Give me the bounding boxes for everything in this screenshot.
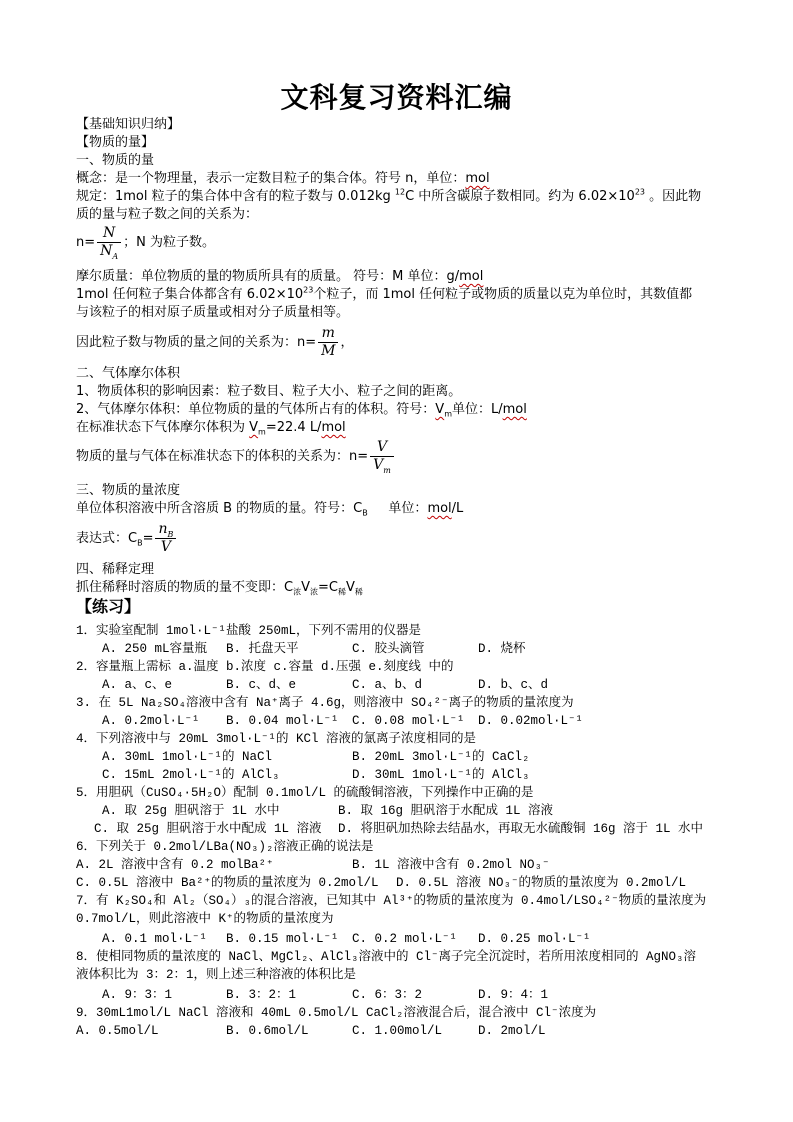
item2-unit: mol [502,402,527,417]
option-a: A. 250 mL容量瓶 [102,642,208,656]
statement-text-a: 1mol 任何粒子集合体都含有 6.02×10 [76,287,304,302]
concept-text: 概念：是一个物理量，表示一定数目粒子的集合体。符号 n，单位： [76,171,466,186]
option-c: C. 胶头滴管 [352,642,425,656]
fraction-numerator: m [318,325,338,343]
formula-v-over-vm [76,439,396,474]
molar-mass-unit: mol [459,269,484,284]
rule-text-b: C 中所含碳原子数相同。约为 6.02×10 [405,189,635,204]
definition-text-a: 单位体积溶液中所含溶质 B 的物质的量。符号：C [76,501,363,516]
denominator-subscript: A [112,251,119,261]
dilution-text: 抓住稀释时溶质的物质的量不变即：C [76,580,294,595]
definition-unit: mol [427,501,452,516]
option-a: A. 30mL 1mol·L⁻¹的 NaCl [102,750,273,764]
denominator-subscript: m [383,465,391,475]
option-a: A. 0.5mol/L [76,1024,159,1038]
fraction-n-na [97,225,121,260]
dilution-v-2: V [345,580,355,595]
option-a: A. 9：3：1 [102,988,173,1002]
dilution-sub-4: 稀 [354,587,363,597]
molar-mass-text: 摩尔质量：单位物质的量的物质所具有的质量。 符号：M 单位：g/ [76,269,460,284]
formula-lhs: n= [76,234,96,250]
option-b: B. 0.04 mol·L⁻¹ [226,714,339,728]
statement-text-b: 个粒子，而 1mol 任何粒子或物质的质量以克为单位时，其数值都 [313,287,693,302]
question-6: 6．下列关于 0.2mol/LBa(NO₃)₂溶液正确的说法是 [76,840,374,854]
cb-subscript: B [137,538,143,548]
numerator-symbol: n [158,521,168,537]
concept-line [76,170,490,188]
fraction-nb-v [155,521,176,556]
option-d: D. 0.25 mol·L⁻¹ [478,932,591,946]
formula-cb [76,521,178,556]
option-c: C. 0.08 mol·L⁻¹ [352,714,465,728]
cb-equals: = [142,530,154,546]
option-c: C. 15mL 2mol·L⁻¹的 AlCl₃ [102,768,280,782]
section-2-item-2 [76,401,527,419]
vm-symbol: V [249,420,259,435]
option-d: D. 0.5L 溶液 NO₃⁻的物质的量浓度为 0.2mol/L [396,876,687,890]
fraction-v-vm [370,439,394,474]
item2-text-b: 单位：L/ [451,402,503,417]
option-d: D. 2mol/L [478,1024,546,1038]
option-b: B. 取 16g 胆矾溶于水配成 1L 溶液 [338,804,554,818]
vm-symbol: V [435,402,445,417]
formula2-text: 因此粒子数与物质的量之间的关系为：n= [76,334,317,350]
fraction-numerator: N [97,225,121,243]
rule-text-c: 。因此物 [645,189,702,204]
option-c: C. 0.2 mol·L⁻¹ [352,932,458,946]
section-3-heading: 三、物质的量浓度 [76,483,181,498]
option-a: A. 2L 溶液中含有 0.2 molBa²⁺ [76,858,274,872]
question-2: 2．容量瓶上需标 a.温度 b.浓度 c.容量 d.压强 e.刻度线 中的 [76,660,454,674]
option-c: C. a、b、d [352,678,423,692]
section-4-heading: 四、稀释定理 [76,562,155,577]
vm-subscript: m [444,409,452,419]
option-a: A. 0.1 mol·L⁻¹ [102,932,208,946]
option-a: A. 0.2mol·L⁻¹ [102,714,200,728]
section-3-definition [76,500,463,518]
rule-sup-23: 23 [634,187,646,197]
section-2-heading: 二、气体摩尔体积 [76,366,181,381]
option-b: B. c、d、e [226,678,297,692]
dilution-v-1: V [301,580,310,595]
option-b: B. 20mL 3mol·L⁻¹的 CaCl₂ [352,750,530,764]
option-d: D. b、c、d [478,678,549,692]
question-1: 1．实验室配制 1mol·L⁻¹盐酸 250mL，下列不需用的仪器是 [76,624,422,638]
item2-vm [435,402,452,417]
question-8-line-2: 液体积比为 3：2：1，则上述三种溶液的体积比是 [76,968,357,982]
dilution-sub-2: 浓 [309,587,318,597]
page-title: 文科复习资料汇编 [280,81,513,114]
option-d: D. 将胆矾加热除去结晶水，再取无水硫酸铜 16g 溶于 1L 水中 [338,822,704,836]
fraction-denominator: V [160,539,171,555]
statement-continuation: 与该粒子的相对原子质量或相对分子质量相等。 [76,305,350,320]
question-8-line-1: 8．使相同物质的量浓度的 NaCl、MgCl₂、AlCl₃溶液中的 Cl⁻离子完全沉淀时，若所用浓度相同的 AgNO₃溶 [76,950,697,964]
option-b: B. 托盘天平 [226,642,299,656]
stp-text-b: =22.4 L/ [265,420,322,435]
stp-vm [249,420,266,435]
rule-line [76,188,701,206]
option-d: D. 烧杯 [478,642,526,656]
dilution-sub-3: 稀 [337,587,346,597]
option-c: C. 0.5L 溶液中 Ba²⁺的物质的量浓度为 0.2mol/L [76,876,379,890]
dilution-equals: =C [317,580,338,595]
option-c: C. 6：3：2 [352,988,423,1002]
formula-n-over-na [76,225,215,260]
formula-m-over-M [76,325,354,360]
concept-unit: mol [465,171,490,186]
formula-note: ；N 为粒子数。 [123,234,216,250]
option-b: B. 1L 溶液中含有 0.2mol NO₃⁻ [352,858,550,872]
cb-text [76,530,153,548]
dilution-line [76,579,363,597]
practice-heading: 【练习】 [76,597,141,616]
heading-amount: 【物质的量】 [76,135,155,150]
statement-sup: 23 [303,285,314,295]
heading-induction: 【基础知识归纳】 [76,117,181,132]
option-c: C. 1.00mol/L [352,1024,443,1038]
option-b: B. 3：2：1 [226,988,297,1002]
fraction-denominator: M [321,343,336,359]
question-5: 5．用胆矾（CuSO₄·5H₂O）配制 0.1mol/L 的硫酸铜溶液，下列操作中正确的是 [76,786,534,800]
rule-continuation: 质的量与粒子数之间的关系为： [76,207,259,222]
question-7-line-1: 7．有 K₂SO₄和 Al₂（SO₄）₃的混合溶液，已知其中 Al³⁺的物质的量浓度为 0.4mol/LSO₄²⁻物质的量浓度为 [76,894,707,908]
dilution-sub-1: 浓 [293,587,302,597]
option-b: B. 0.6mol/L [226,1024,309,1038]
option-c: C. 取 25g 胆矾溶于水中配成 1L 溶液 [94,822,322,836]
section-2-item-1: 1、物质体积的影响因素：粒子数目、粒子大小、粒子之间的距离。 [76,384,462,399]
fraction-numerator [155,521,176,539]
option-a: A. a、c、e [102,678,173,692]
numerator-subscript: B [167,529,174,539]
cb-label: 表达式：C [76,530,138,546]
question-3: 3. 在 5L Na₂SO₄溶液中含有 Na⁺离子 4.6g，则溶液中 SO₄²⁻离子的物质的量浓度为 [76,696,574,710]
question-7-line-2: 0.7mol/L，则此溶液中 K⁺的物质的量浓度为 [76,912,334,926]
denominator-symbol: V [373,457,384,473]
option-a: A. 取 25g 胆矾溶于 1L 水中 [102,804,280,818]
question-4: 4．下列溶液中与 20mL 3mol·L⁻¹的 KCl 溶液的氯离子浓度相同的是 [76,732,477,746]
fraction-denominator [97,243,121,260]
definition-subscript: B [362,508,368,518]
formula2-end: ， [340,334,354,350]
stp-text-a: 在标准状态下气体摩尔体积为 [76,420,250,435]
fraction-m-M [318,325,338,360]
definition-text-c: /L [451,501,464,516]
option-d: D. 0.02mol·L⁻¹ [478,714,584,728]
stp-line [76,419,346,437]
section-1-heading: 一、物质的量 [76,153,155,168]
stp-unit: mol [321,420,346,435]
rule-text-a: 规定：1mol 粒子的集合体中含有的粒子数与 0.012kg [76,189,395,204]
option-d: D. 9：4：1 [478,988,549,1002]
vm-subscript: m [258,427,266,437]
statement-line [76,286,692,304]
molar-mass-line [76,268,483,286]
fraction-numerator: V [370,439,394,457]
formula3-text: 物质的量与气体在标准状态下的体积的关系为：n= [76,448,369,464]
question-9: 9．30mL1mol/L NaCl 溶液和 40mL 0.5mol/L CaCl₂溶液混合后，混合液中 Cl⁻浓度为 [76,1006,597,1020]
fraction-denominator [370,457,394,474]
item2-text-a: 2、气体摩尔体积：单位物质的量的气体所占有的体积。符号： [76,402,436,417]
option-b: B. 0.15 mol·L⁻¹ [226,932,339,946]
option-d: D. 30mL 1mol·L⁻¹的 AlCl₃ [352,768,530,782]
definition-text-b: 单位： [367,501,428,516]
denominator-symbol: N [100,243,113,259]
rule-sup-12: 12 [394,187,406,197]
